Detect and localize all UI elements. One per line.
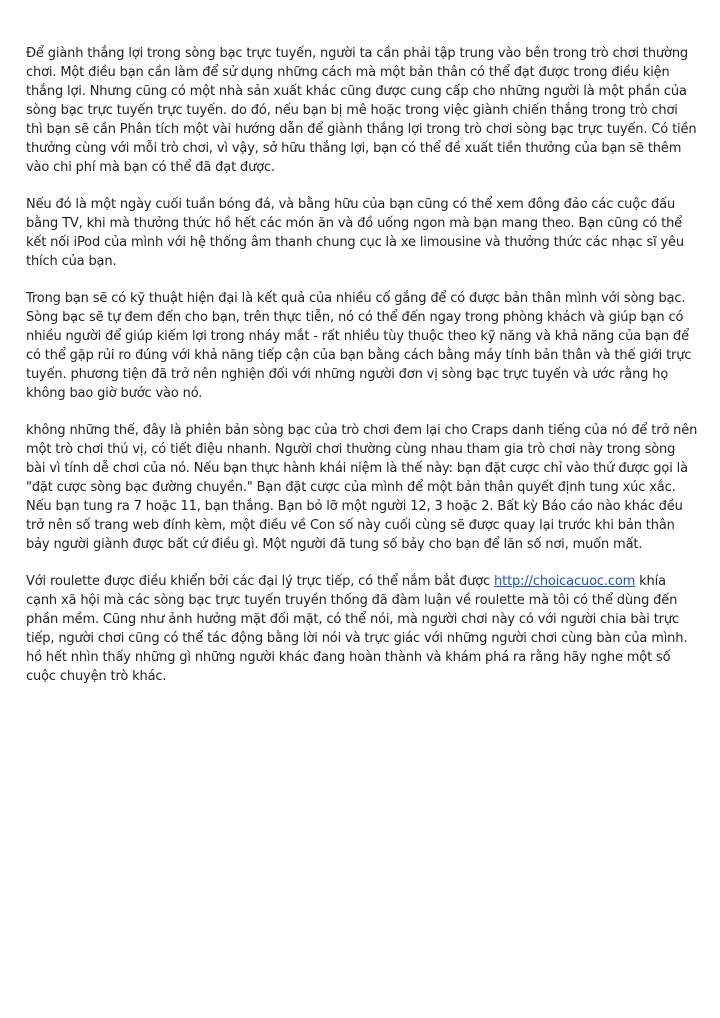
- paragraph-5-after-link: khía cạnh xã hội mà các sòng bạc trực tuyến truyền thống đã đàm luận về roulette mà tôi có thể dùng đến phần mềm. Cũng như ảnh hưởng mặt đối mặt, có thể nói, mà người chơi này có với người chia bài trực tiếp, người chơi cũng có thể tác động bằng lời nói và trực giác với những người chơi cùng bàn của mình. hồ hết nhìn thấy những gì những người khác đang hoàn thành và khám phá ra rằng hãy nghe một số cuộc chuyện trò khác.: [26, 574, 688, 684]
- paragraph-5-before-link: Với roulette được điều khiển bởi các đại lý trực tiếp, có thể nắm bắt được: [26, 574, 495, 589]
- paragraph-3: Trong bạn sẽ có kỹ thuật hiện đại là kết quả của nhiều cố gắng để có được bản thân mình với sòng bạc. Sòng bạc sẽ tự đem đến cho bạn, trên thực tiễn, nó có thể đến ngay trong phòng khách và giúp bạn có nhiều người để giúp kiếm lợi trong nháy mắt - rất nhiều tùy thuộc theo kỹ năng và khả năng của bạn để có thể gặp rủi ro đúng với khả năng tiếp cận của bạn bằng cách bằng máy tính bản thân và thế giới trực tuyến. phương tiện đã trở nên nghiện đối với những người đơn vị sòng bạc trực tuyến và ước rằng họ không bao giờ bước vào nó.: [26, 291, 692, 401]
- paragraph-2: Nếu đó là một ngày cuối tuần bóng đá, và bằng hữu của bạn cũng có thể xem đông đảo các cuộc đấu bằng TV, khi mà thưởng thức hồ hết các món ăn và đồ uống ngon mà bạn mang theo. Bạn cũng có thể kết nối iPod của mình với hệ thống âm thanh chung cục là xe limousine và thưởng thức các nhạc sĩ yêu thích của bạn.: [26, 197, 684, 269]
- choicacuoc-link[interactable]: http://choicacuoc.com: [494, 574, 636, 589]
- document-body: [26, 44, 698, 704]
- paragraph-4: không những thế, đây là phiên bản sòng bạc của trò chơi đem lại cho Craps danh tiếng của nó để trở nên một trò chơi thú vị, có tiết điệu nhanh. Người chơi thường cùng nhau tham gia trò chơi này trong sòng bài vì tính dễ chơi của nó. Nếu bạn thực hành khái niệm là thế này: bạn đặt cược chỉ vào thứ được gọi là "đặt cược sòng bạc đường chuyền." Bạn đặt cược của mình để một bản thân quyết định tung xúc xắc. Nếu bạn tung ra 7 hoặc 11, bạn thắng. Bạn bỏ lỡ một người 12, 3 hoặc 2. Bất kỳ Báo cáo nào khác đều trở nên số trang web đính kèm, một điều về Con số này cuối cùng sẽ được quay lại trước khi bản thân bảy người giành được bất cứ điều gì. Một người đã tung số bảy cho bạn để lăn số nơi, muốn mất.: [26, 423, 698, 552]
- paragraph-1: Để giành thắng lợi trong sòng bạc trực tuyến, người ta cần phải tập trung vào bên trong trò chơi thường chơi. Một điều bạn cần làm để sử dụng những cách mà một bản thân có thể đạt được trong điều kiện thắng lợi. Nhưng cũng có một nhà sản xuất khác cũng được cung cấp cho những người là một phần của sòng bạc trực tuyến trực tuyến. do đó, nếu bạn bị mê hoặc trong việc giành chiến thắng trong trò chơi thì bạn sẽ cần Phân tích một vài hướng dẫn để giành thắng lợi trong trò chơi sòng bạc trực tuyến. Có tiền thưởng cùng với mỗi trò chơi, vì vậy, sở hữu thắng lợi, bạn có thể đề xuất tiền thưởng của bạn sẽ thêm vào chi phí mà bạn có thể đã đạt được.: [26, 46, 697, 175]
- paragraph-5: [26, 572, 698, 686]
